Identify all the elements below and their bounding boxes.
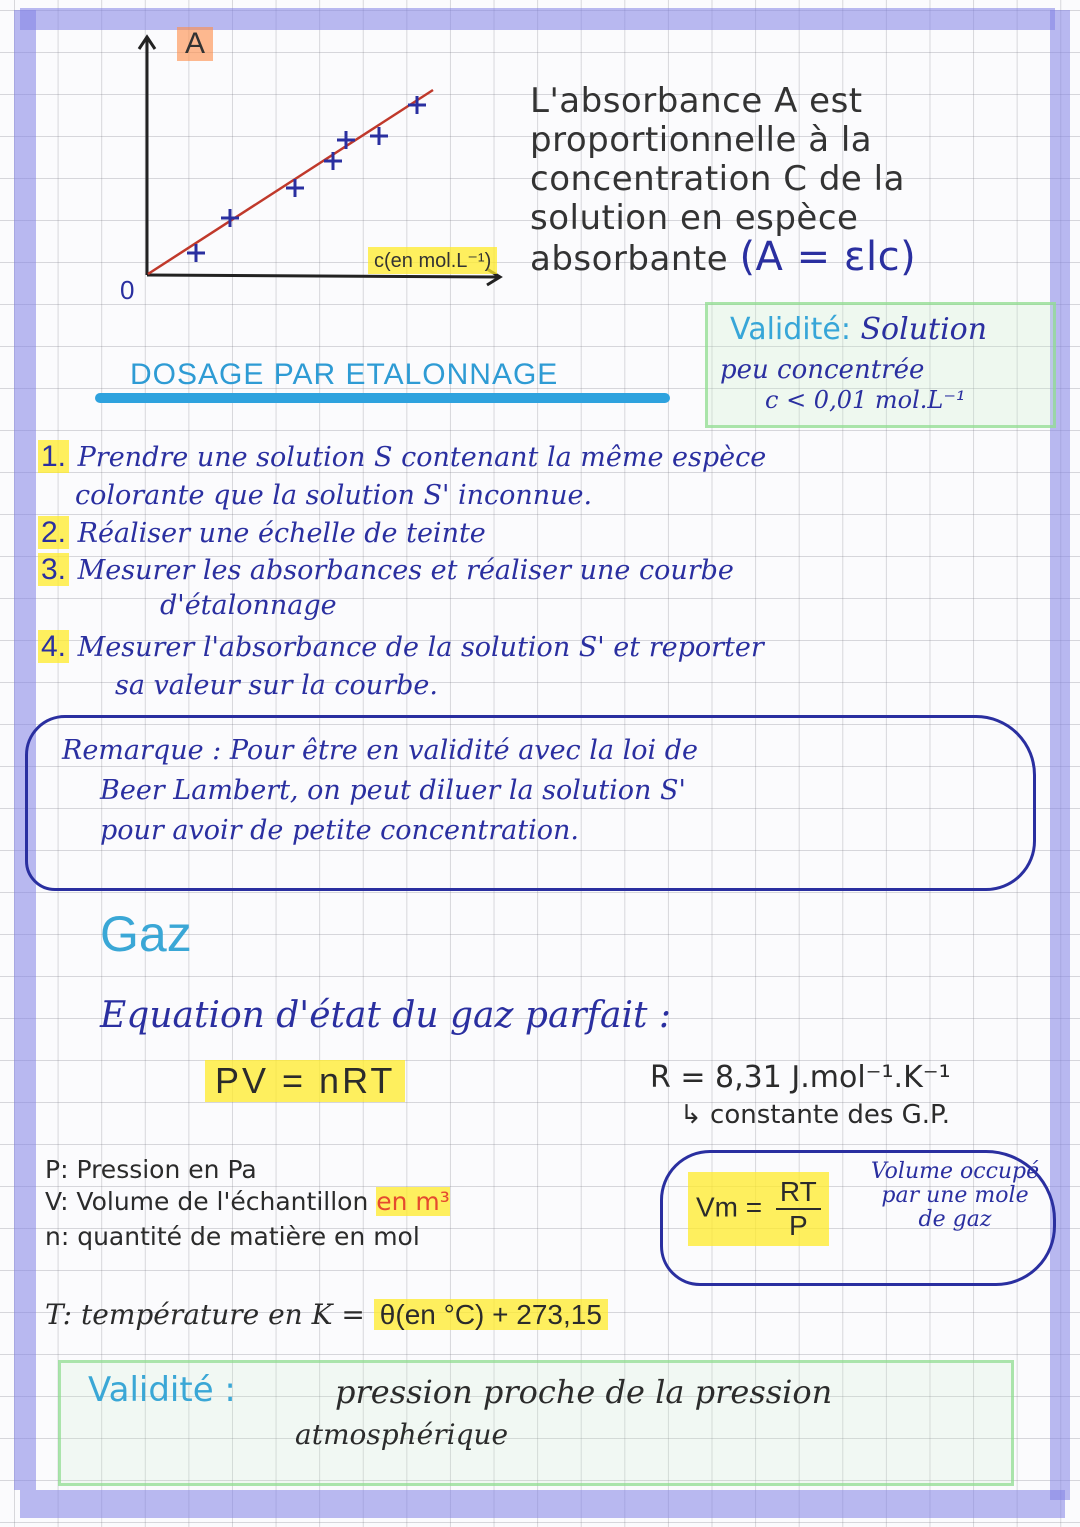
temperature-formula: θ(en °C) + 273,15 — [374, 1299, 608, 1330]
remark-line-3: pour avoir de petite concentration. — [100, 815, 579, 846]
step-3 — [38, 553, 734, 587]
validity-line1-rest: Solution — [860, 312, 988, 347]
def-line-5: absorbante — [530, 239, 729, 279]
def-line-2: proportionnelle à la — [530, 120, 873, 160]
validity-gaz-label: Validité : — [88, 1370, 236, 1410]
var-v-text: V: Volume de l'échantillon — [45, 1187, 377, 1216]
step-1 — [38, 440, 766, 474]
vm-fraction — [776, 1176, 821, 1242]
validity-dosage-line2: peu concentrée — [720, 355, 925, 385]
ideal-gas-equation: PV = nRT — [205, 1060, 405, 1102]
gas-constant: R = 8,31 J.mol⁻¹.K⁻¹ — [650, 1060, 951, 1095]
vm-lhs: Vm = — [696, 1191, 763, 1223]
step-text: Prendre une solution S contenant la même espèce — [77, 442, 767, 473]
step-text: Mesurer l'absorbance de la solution S' et reporter — [77, 632, 764, 663]
def-line-4: solution en espèce — [530, 198, 859, 238]
step-text: Réaliser une échelle de teinte — [77, 518, 486, 549]
highlighter-border-right — [1050, 10, 1070, 1500]
y-axis-label: A — [177, 27, 213, 61]
step-number: 4. — [38, 630, 69, 663]
step-number: 2. — [38, 516, 69, 549]
remark-line-1: Remarque : Pour être en validité avec la loi de — [62, 735, 698, 766]
x-axis-label: c(en mol.L⁻¹) — [368, 247, 497, 274]
molar-volume-formula — [688, 1172, 829, 1246]
step-4 — [38, 630, 764, 664]
temperature-text: T: température en K = — [45, 1298, 365, 1331]
equation-title: Equation d'état du gaz parfait : — [100, 995, 671, 1036]
remark-line-2: Beer Lambert, on peut diluer la solution S' — [100, 775, 686, 806]
step-number: 1. — [38, 440, 69, 473]
section-title-gaz: Gaz — [100, 906, 192, 962]
section-title-dosage: DOSAGE PAR ETALONNAGE — [130, 358, 559, 391]
var-v — [45, 1187, 450, 1216]
step-4-cont: sa valeur sur la courbe. — [115, 670, 438, 701]
gas-constant-note: ↳ constante des G.P. — [680, 1100, 950, 1130]
var-n: n: quantité de matière en mol — [45, 1222, 420, 1251]
absorbance-definition — [530, 82, 916, 279]
def-line-1: L'absorbance A est — [530, 81, 863, 121]
beer-lambert-graph — [115, 25, 515, 305]
validity-gaz-line1: pression proche de la pression — [335, 1373, 833, 1411]
step-3-cont: d'étalonnage — [160, 590, 337, 621]
origin-label: 0 — [120, 275, 135, 305]
beer-lambert-formula: (A = εlc) — [739, 234, 917, 280]
validity-dosage-line3: c < 0,01 mol.L⁻¹ — [765, 386, 966, 414]
var-p: P: Pression en Pa — [45, 1155, 257, 1184]
highlighter-border-bottom — [20, 1490, 1065, 1518]
var-v-unit: en m³ — [376, 1187, 450, 1216]
vm-denominator: P — [788, 1210, 808, 1241]
step-1-cont: colorante que la solution S' inconnue. — [75, 480, 593, 511]
vm-numerator: RT — [776, 1176, 821, 1210]
temperature-line — [45, 1298, 608, 1331]
validity-label: Validité: — [730, 312, 851, 347]
step-text: Mesurer les absorbances et réaliser une courbe — [77, 555, 734, 586]
step-2 — [38, 516, 486, 550]
validity-gaz-line2: atmosphérique — [295, 1418, 509, 1451]
molar-volume-note: Volume occupé par une mole de gaz — [870, 1159, 1040, 1232]
validity-dosage-line1 — [730, 312, 987, 347]
def-line-3: concentration C de la — [530, 159, 905, 199]
step-number: 3. — [38, 553, 69, 586]
title-underline — [95, 393, 670, 403]
